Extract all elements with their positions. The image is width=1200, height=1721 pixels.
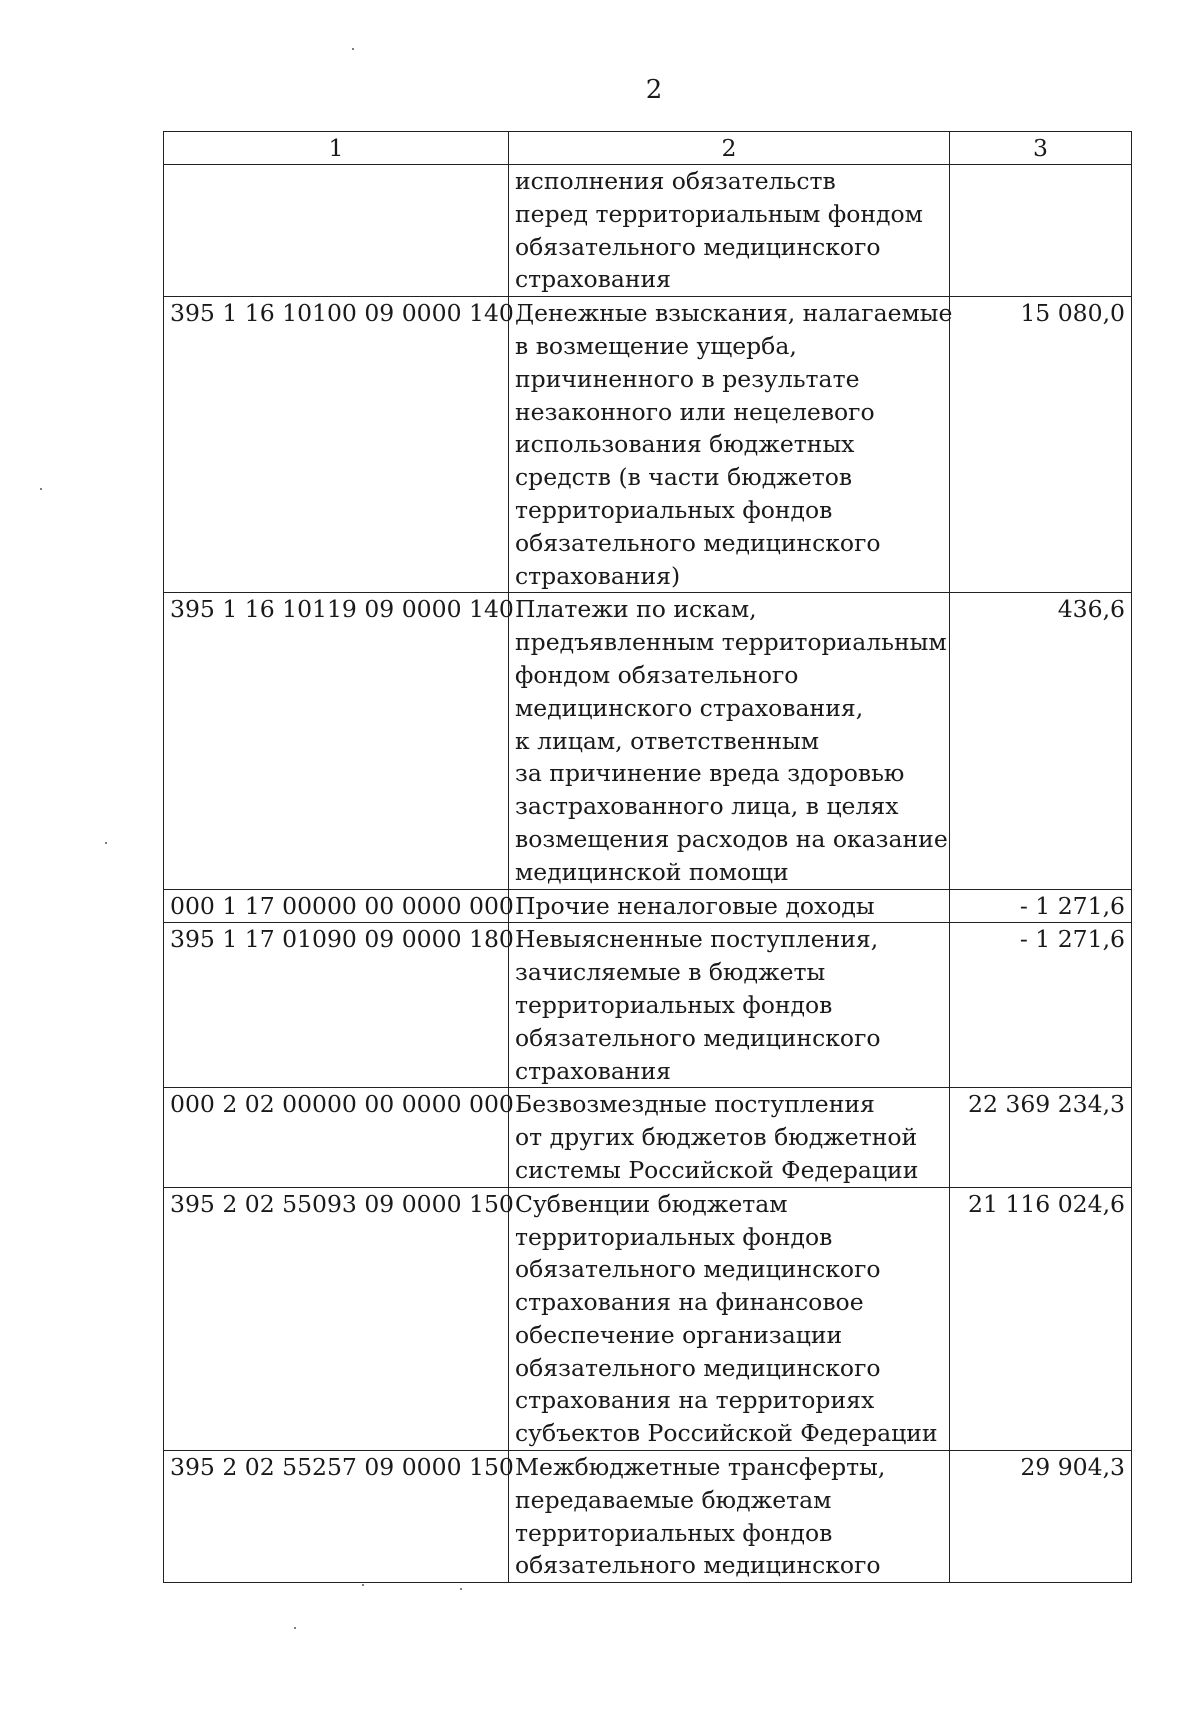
table-row (164, 889, 1132, 923)
description-line: незаконного или нецелевого (515, 397, 875, 426)
description-line: медицинского страхования, (515, 693, 864, 722)
column-header-2: 2 (509, 132, 950, 165)
budget-code: 000 2 02 00000 00 0000 000 (164, 1088, 509, 1187)
description-line: Денежные взыскания, налагаемые (515, 299, 953, 328)
budget-code: 395 2 02 55093 09 0000 150 (164, 1187, 509, 1450)
scan-speck (362, 1584, 364, 1586)
description-line: в возмещение ущерба, (515, 331, 797, 360)
description-line: субъектов Российской Федерации (515, 1419, 938, 1448)
budget-code: 000 1 17 00000 00 0000 000 (164, 889, 509, 923)
description-line: причиненного в результате (515, 364, 860, 393)
scan-speck (40, 488, 42, 490)
description-line: обеспечение организации (515, 1320, 843, 1349)
description-line: страхования (515, 1056, 672, 1085)
scan-speck (460, 1588, 462, 1590)
amount: 21 116 024,6 (950, 1187, 1132, 1450)
revenue-description (509, 923, 950, 1088)
budget-code: 395 1 17 01090 09 0000 180 (164, 923, 509, 1088)
amount: 29 904,3 (950, 1451, 1132, 1583)
description-line: Межбюджетные трансферты, (515, 1453, 886, 1482)
description-line: обязательного медицинского (515, 528, 881, 557)
amount: 22 369 234,3 (950, 1088, 1132, 1187)
description-line: зачисляемые в бюджеты (515, 958, 826, 987)
page-number: 2 (645, 75, 663, 105)
description-line: за причинение вреда здоровью (515, 759, 905, 788)
amount: 15 080,0 (950, 297, 1132, 593)
table-row (164, 297, 1132, 593)
description-line: страхования (515, 265, 672, 294)
description-line: медицинской помощи (515, 857, 789, 886)
table-row (164, 1451, 1132, 1583)
scan-speck (105, 842, 107, 844)
description-line: исполнения обязательств (515, 167, 836, 195)
revenue-description (509, 1088, 950, 1187)
amount (950, 165, 1132, 297)
revenue-description (509, 593, 950, 889)
revenue-description (509, 889, 950, 923)
description-line: от других бюджетов бюджетной (515, 1123, 918, 1152)
description-line: предъявленным территориальным (515, 628, 947, 657)
amount: - 1 271,6 (950, 889, 1132, 923)
revenue-description (509, 1451, 950, 1583)
description-line: территориальных фондов (515, 990, 833, 1019)
header-row (164, 132, 1132, 165)
description-line: фондом обязательного (515, 660, 799, 689)
description-line: средств (в части бюджетов (515, 463, 853, 492)
description-line: страхования на территориях (515, 1386, 875, 1415)
description-line: территориальных фондов (515, 1518, 833, 1547)
description-line: Прочие неналоговые доходы (515, 891, 875, 920)
scan-speck (294, 1627, 296, 1629)
description-line: территориальных фондов (515, 495, 833, 524)
column-header-1: 1 (164, 132, 509, 165)
budget-revenue-table (163, 131, 1132, 1583)
description-line: обязательного медицинского (515, 232, 881, 261)
table-row (164, 923, 1132, 1088)
description-line: Невыясненные поступления, (515, 925, 879, 954)
table-body (164, 165, 1132, 1583)
table-header (164, 132, 1132, 165)
table-row (164, 165, 1132, 297)
description-line: застрахованного лица, в целях (515, 792, 899, 821)
revenue-description (509, 1187, 950, 1450)
table-row (164, 1088, 1132, 1187)
description-line: территориальных фондов (515, 1222, 833, 1251)
amount: 436,6 (950, 593, 1132, 889)
description-line: использования бюджетных (515, 430, 855, 459)
table-row (164, 1187, 1132, 1450)
description-line: системы Российской Федерации (515, 1155, 919, 1184)
description-line: к лицам, ответственным (515, 726, 819, 755)
description-line: Безвозмездные поступления (515, 1090, 875, 1119)
scan-speck (352, 48, 354, 50)
description-line: страхования на финансовое (515, 1288, 864, 1317)
description-line: возмещения расходов на оказание (515, 824, 948, 853)
budget-code (164, 165, 509, 297)
description-line: передаваемые бюджетам (515, 1485, 832, 1514)
revenue-description (509, 165, 950, 297)
description-line: обязательного медицинского (515, 1255, 881, 1284)
description-line: Платежи по искам, (515, 595, 757, 624)
description-line: обязательного медицинского (515, 1551, 881, 1580)
revenue-description (509, 297, 953, 593)
description-line: Субвенции бюджетам (515, 1189, 788, 1218)
description-line: обязательного медицинского (515, 1353, 881, 1382)
budget-code: 395 1 16 10100 09 0000 140 (164, 297, 509, 593)
budget-code: 395 1 16 10119 09 0000 140 (164, 593, 509, 889)
description-line: обязательного медицинского (515, 1023, 881, 1052)
column-header-3: 3 (950, 132, 1132, 165)
table-row (164, 593, 1132, 889)
budget-code: 395 2 02 55257 09 0000 150 (164, 1451, 509, 1583)
description-line: страхования) (515, 561, 681, 590)
amount: - 1 271,6 (950, 923, 1132, 1088)
description-line: перед территориальным фондом (515, 199, 923, 228)
